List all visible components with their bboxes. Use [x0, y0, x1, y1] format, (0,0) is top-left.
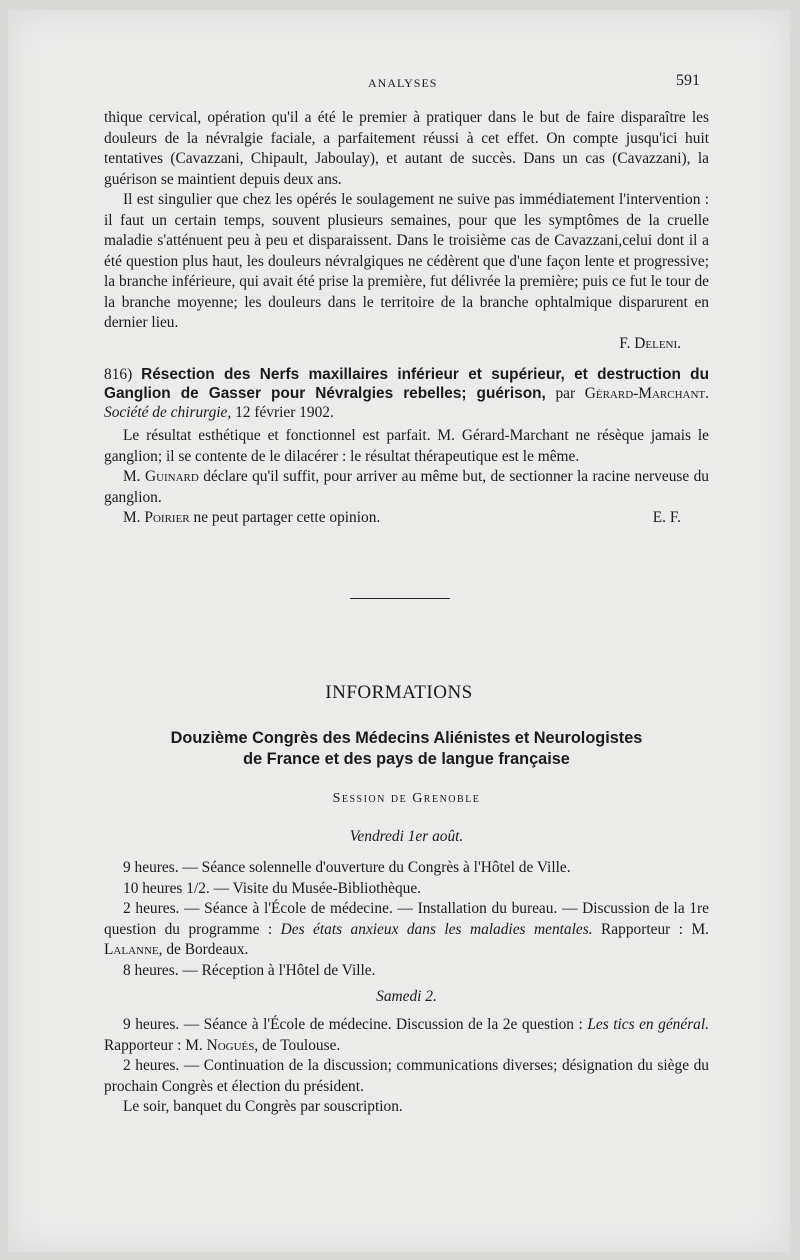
article-number: 816): [104, 366, 133, 383]
person-name: Lalanne,: [104, 941, 163, 958]
article-816: [104, 365, 709, 529]
person-name: Guinard: [144, 468, 199, 485]
entry-text: Rapporteur : M.: [104, 1036, 203, 1054]
paragraph: thique cervical, opération qu'il a été le premier à pratiquer dans le but de faire disparaître les douleurs de la névralgie faciale, a parfaitement réussi à cet effet. On compte jusqu'ici huit tentatives (Cavazzani, Chipault, Jaboulay), et autant de succès. Dans un cas (Cavazzani), la guérison se maintient depuis deux ans.: [104, 109, 709, 188]
question-topic: Des états anxieux dans les maladies mentales.: [280, 920, 593, 938]
day-heading: Vendredi 1er août.: [349, 828, 464, 845]
section-title: INFORMATIONS: [325, 682, 473, 703]
schedule-entry: [104, 899, 709, 961]
honorific: M.: [123, 509, 141, 526]
article-title: Résection des Nerfs maxillaires inférieur et supérieur, et destruction du Ganglion de Gasser pour Névralgies rebelles; guérison,: [104, 366, 709, 402]
entry-text: de Toulouse.: [262, 1036, 341, 1054]
schedule-entry: 9 heures. — Séance solennelle d'ouverture du Congrès à l'Hôtel de Ville.: [123, 859, 571, 876]
schedule-entry: 8 heures. — Réception à l'Hôtel de Ville.: [123, 961, 376, 979]
entry-text: Rapporteur : M.: [601, 920, 709, 938]
person-name: Nogués,: [206, 1036, 259, 1054]
day-heading: Samedi 2.: [376, 988, 437, 1005]
signature-line: [104, 334, 709, 355]
schedule-entry: [104, 1015, 709, 1056]
article-source: Société de chirurgie,: [104, 404, 232, 421]
running-header: [8, 72, 790, 92]
continued-article: [104, 108, 709, 354]
section-divider: [350, 598, 450, 599]
schedule-entry: 10 heures 1/2. — Visite du Musée-Bibliothèque.: [123, 879, 422, 897]
article-date: 12 février 1902.: [235, 404, 334, 421]
paragraph-text: ne peut partager cette opinion.: [193, 509, 381, 526]
session-heading: Session de Grenoble: [332, 791, 481, 806]
congress-title-line: Douzième Congrès des Médecins Aliénistes et Neurologistes: [170, 729, 643, 747]
day2-schedule: [104, 1015, 709, 1118]
paragraph: [104, 467, 709, 508]
paragraph: Il est singulier que chez les opérés le soulagement ne suive pas immédiatement l'intervention : il faut un certain temps, souvent plusieurs semaines, pour que les symptômes de la cruelle maladie s'atténuent peu à peu et disparaissent. Dans le troisième cas de Cavazzani,celui dont il a été question plus haut, les douleurs névralgiques ne cédèrent que d'une façon lente et progressive; la branche inférieure, qui avait été prise la première, fut délivrée la première; puis ce fut le tour de la branche moyenne; les douleurs dans le territoire de la branche ophtalmique disparurent en dernier lieu.: [104, 191, 709, 331]
page: [8, 10, 790, 1252]
honorific: M.: [123, 468, 141, 485]
question-topic: Les tics en général.: [587, 1016, 710, 1033]
entry-text: de Bordeaux.: [166, 941, 249, 958]
article-author: Gérard-Marchant.: [584, 385, 709, 402]
article-by: par: [555, 385, 576, 402]
schedule-entry: Le soir, banquet du Congrès par souscription.: [123, 1098, 403, 1115]
signature: F. Deleni.: [619, 334, 681, 352]
running-title: ANALYSES: [368, 76, 438, 90]
entry-text: 2 heures. — Séance à l'École de médecine. — Installation du bureau. — Discussion de la 1re question du programme :: [104, 900, 709, 938]
schedule-entry: 2 heures. — Continuation de la discussion; communications diverses; désignation du siège du prochain Congrès et élection du président.: [104, 1057, 709, 1095]
person-name: Poirier: [144, 509, 190, 526]
signature: E. F.: [652, 509, 681, 526]
article-heading: [104, 365, 709, 422]
page-number: 591: [676, 72, 700, 89]
entry-text: 9 heures. — Séance à l'École de médecine. Discussion de la 2e question :: [123, 1016, 583, 1033]
congress-title: [104, 728, 709, 770]
paragraph: Le résultat esthétique et fonctionnel est parfait. M. Gérard-Marchant ne résèque jamais le ganglion; il se contente de le dilacérer : le résultat thérapeutique est le même.: [104, 427, 709, 465]
day1-schedule: [104, 858, 709, 981]
paragraph: [104, 508, 709, 529]
congress-title-line: de France et des pays de langue française: [243, 750, 570, 768]
paragraph-text: déclare qu'il suffit, pour arriver au même but, de sectionner la racine nerveuse du ganglion.: [104, 468, 709, 506]
